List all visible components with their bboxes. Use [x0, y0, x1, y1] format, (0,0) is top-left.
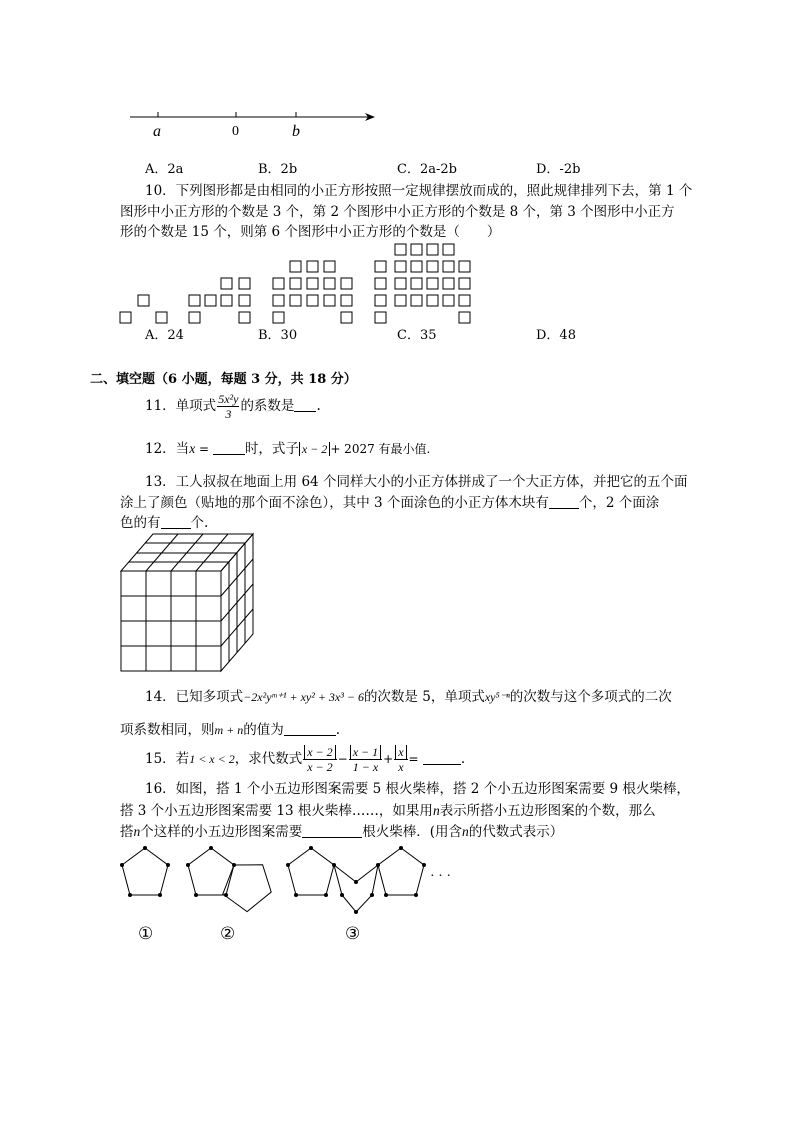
q16-line3	[120, 823, 563, 841]
q11-end: .	[316, 398, 321, 414]
q14-line1c: 的次数与这个多项式的二次	[509, 689, 672, 705]
q16-line1: 16．如图，搭 1 个小五边形图案需要 5 根火柴棒，搭 2 个小五边形图案需要 9 根火柴棒，	[145, 781, 690, 797]
q15-f1-num: x − 2	[304, 745, 335, 759]
q16-line3d: 的代数式表示）	[468, 824, 564, 840]
q14-line1b: 的次数是 5，单项式	[363, 689, 485, 705]
q15-f3-num: x	[395, 745, 406, 759]
q15-f2-num: x − 1	[350, 745, 381, 759]
q14-poly: −2x²yᵐ⁺¹ + xy² + 3x³ − 6	[243, 690, 364, 704]
q9-choice-b: B．2b	[258, 162, 298, 177]
q16-line2a: 搭 3 个小五边形图案需要 13 根火柴棒……，如果用	[120, 803, 433, 819]
q13-blank-3face[interactable]	[549, 494, 579, 509]
q11-post: 的系数是	[240, 398, 295, 414]
q15-eq: =	[408, 752, 419, 766]
q12-eq: =	[195, 442, 213, 456]
pattern-2	[189, 278, 250, 323]
q16-line2b: 表示所搭小五边形图案的个数，那么	[439, 803, 656, 819]
q14-mono: xy⁵⁻ⁿ	[484, 690, 510, 704]
q12	[145, 440, 430, 458]
section-heading: 二、填空题（6 小题，每题 3 分，共 18 分）	[90, 372, 357, 387]
q16-n-1: n	[432, 803, 440, 818]
pentagon-2b	[216, 851, 281, 916]
q13-line2b: 个，2 个面涂	[578, 495, 660, 511]
pentagon-2a	[188, 848, 234, 895]
continuation-dots: · · ·	[430, 869, 451, 884]
q14-line2a: 项系数相同，则	[120, 722, 215, 738]
q16-blank[interactable]	[302, 823, 362, 838]
q9-choice-d: D．-2b	[536, 162, 581, 177]
q15-op2: +	[383, 752, 394, 766]
number-line-figure	[125, 104, 385, 144]
q15-end: .	[460, 751, 466, 767]
label-b: b	[292, 123, 300, 140]
q16-n-2: n	[133, 824, 141, 839]
q12-pre: 12．当	[145, 441, 190, 457]
q9-choice-c: C．2a-2b	[397, 162, 457, 177]
q14-line2b: 的值为	[243, 722, 284, 738]
q15-f1-den: x − 2	[307, 760, 333, 774]
figure-label-1: ①	[138, 924, 154, 943]
q11-pre: 11．单项式	[145, 398, 217, 414]
q16-n-3: n	[462, 824, 469, 839]
q13-line3b: 个.	[190, 515, 209, 531]
q12-var: x	[189, 441, 196, 456]
q15-op1: −	[337, 752, 348, 766]
q12-blank[interactable]	[213, 440, 245, 455]
pentagon-3c	[378, 848, 424, 895]
q10-choice-b: B．30	[258, 328, 298, 343]
figure-label-3: ③	[345, 924, 361, 943]
q12-post: + 2027 有最小值.	[330, 442, 431, 456]
q15-pre: 15．若	[145, 751, 190, 767]
q11	[145, 390, 321, 422]
q15-fraction-3	[394, 745, 407, 774]
pentagon-1	[122, 848, 168, 895]
pentagon-figure	[110, 840, 470, 950]
q15-mid: ，求代数式	[234, 751, 303, 767]
q15-f2-den: 1 − x	[352, 760, 379, 774]
q14-line1a: 14．已知多项式	[145, 689, 244, 705]
q12-abs: x − 2	[299, 442, 330, 456]
q14-line2	[120, 721, 340, 739]
figure-label-2: ②	[220, 924, 236, 943]
q16-line3b: 个这样的小五边形图案需要	[140, 824, 303, 840]
q12-mid: 时，式子	[244, 441, 299, 457]
cube-figure	[118, 530, 258, 675]
q15-fraction-2	[349, 745, 382, 774]
pattern-1	[120, 295, 167, 323]
q14-end: .	[335, 722, 341, 738]
square-pattern-figure	[118, 240, 478, 326]
q15	[145, 742, 465, 776]
q13-blank-2face[interactable]	[161, 514, 191, 529]
q13-line2a: 涂上了颜色（贴地的那个面不涂色），其中 3 个面涂色的小正方体木块有	[120, 495, 549, 511]
pattern-4	[375, 244, 470, 323]
q11-num: 5x²y	[218, 392, 239, 406]
q15-f3-den: x	[398, 760, 404, 774]
q16-line2	[120, 802, 656, 820]
q11-fraction	[217, 392, 239, 421]
pentagon-3a	[288, 848, 334, 895]
q15-cond: 1 < x < 2	[189, 752, 235, 766]
q11-den: 3	[225, 407, 232, 421]
q13-line2	[120, 494, 659, 512]
q10-line2: 图形中小正方形的个数是 3 个，第 2 个图形中小正方形的个数是 8 个，第 3 个图形中小正方	[120, 204, 675, 220]
label-zero: 0	[232, 124, 239, 139]
q10-choice-d: D．48	[536, 328, 576, 343]
q10-line1: 10．下列图形都是由相同的小正方形按照一定规律摆放而成的，照此规律排列下去，第 1 个	[145, 183, 693, 199]
q15-blank[interactable]	[423, 750, 461, 765]
q15-fraction-1	[303, 745, 336, 774]
q11-blank[interactable]	[294, 397, 316, 412]
q13-line1: 13．工人叔叔在地面上用 64 个同样大小的小正方体拼成了一个大正方体，并把它的五个面	[145, 474, 688, 490]
q16-line3a: 搭	[120, 824, 134, 840]
q10-choice-a: A．24	[145, 328, 184, 343]
label-a: a	[153, 123, 161, 140]
q14-line1	[145, 688, 672, 706]
q16-line3c: 根火柴棒．(用含	[362, 824, 463, 840]
q14-blank[interactable]	[284, 721, 336, 736]
q9-choice-a: A．2a	[145, 162, 184, 177]
q10-choice-c: C．35	[397, 328, 437, 343]
q14-expr: m + n	[214, 723, 244, 737]
pattern-3	[273, 261, 352, 323]
q13-line3a: 色的有	[120, 515, 161, 531]
q10-line3: 形的个数是 15 个，则第 6 个图形中小正方形的个数是（ ）	[120, 224, 501, 240]
